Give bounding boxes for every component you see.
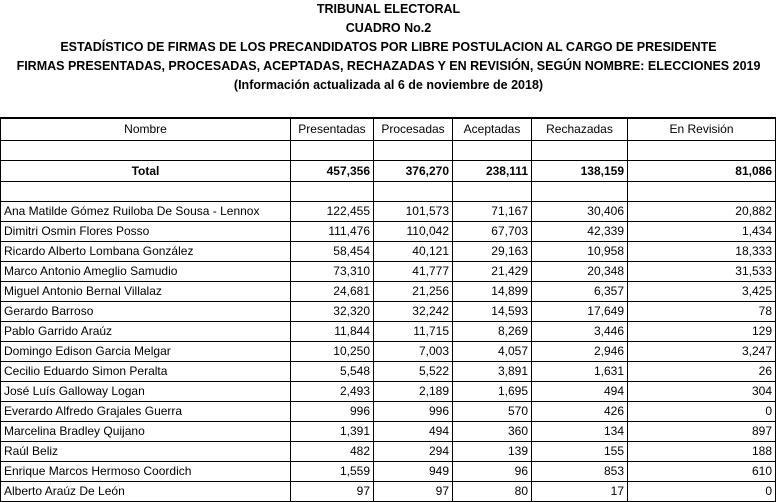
total-label: Total: [1, 161, 291, 182]
cell-en-revision: 20,882: [628, 202, 776, 222]
candidate-name: Pablo Garrido Araúz: [1, 322, 291, 342]
table-row: [1, 242, 776, 262]
table-header-row: [1, 118, 776, 141]
cell-procesadas: 7,003: [374, 342, 453, 362]
cell-en-revision: 0: [628, 402, 776, 422]
cell-presentadas: 1,391: [291, 422, 374, 442]
column-header-nombre: Nombre: [1, 118, 291, 141]
cell-aceptadas: 80: [453, 482, 532, 502]
cell-en-revision: 78: [628, 302, 776, 322]
cell-procesadas: 110,042: [374, 222, 453, 242]
cell-aceptadas: 21,429: [453, 262, 532, 282]
cell-rechazadas: 426: [532, 402, 628, 422]
header-line-1: TRIBUNAL ELECTORAL: [316, 2, 461, 16]
total-procesadas: 376,270: [374, 161, 453, 182]
candidate-name: Everardo Alfredo Grajales Guerra: [1, 402, 291, 422]
total-aceptadas: 238,111: [453, 161, 532, 182]
cell-aceptadas: 96: [453, 462, 532, 482]
candidate-name: Marco Antonio Ameglio Samudio: [1, 262, 291, 282]
column-header-en-revision: En Revisión: [628, 118, 776, 141]
candidate-name: Dimitri Osmin Flores Posso: [1, 222, 291, 242]
column-header-presentadas: Presentadas: [291, 118, 374, 141]
table-row: [1, 382, 776, 402]
candidate-name: Raúl Beliz: [1, 442, 291, 462]
candidate-name: Enrique Marcos Hermoso Coordich: [1, 462, 291, 482]
cell-procesadas: 101,573: [374, 202, 453, 222]
cell-rechazadas: 17: [532, 482, 628, 502]
cell-procesadas: 5,522: [374, 362, 453, 382]
column-header-rechazadas: Rechazadas: [532, 118, 628, 141]
signatures-table: [0, 117, 776, 502]
cell-rechazadas: 494: [532, 382, 628, 402]
cell-en-revision: 3,425: [628, 282, 776, 302]
header-line-2: CUADRO No.2: [345, 21, 432, 35]
cell-en-revision: 31,533: [628, 262, 776, 282]
candidate-name: Alberto Araúz De León: [1, 482, 291, 502]
cell-rechazadas: 3,446: [532, 322, 628, 342]
cell-procesadas: 294: [374, 442, 453, 462]
table-row: [1, 302, 776, 322]
table-row: [1, 222, 776, 242]
spacer-row: [1, 141, 776, 161]
cell-presentadas: 482: [291, 442, 374, 462]
cell-procesadas: 494: [374, 422, 453, 442]
cell-presentadas: 24,681: [291, 282, 374, 302]
header-line-5: (Información actualizada al 6 de noviembre de 2018): [233, 78, 544, 92]
candidate-name: José Luís Galloway Logan: [1, 382, 291, 402]
cell-procesadas: 2,189: [374, 382, 453, 402]
cell-en-revision: 897: [628, 422, 776, 442]
cell-rechazadas: 30,406: [532, 202, 628, 222]
cell-aceptadas: 14,899: [453, 282, 532, 302]
candidate-name: Gerardo Barroso: [1, 302, 291, 322]
cell-en-revision: 18,333: [628, 242, 776, 262]
total-presentadas: 457,356: [291, 161, 374, 182]
report-header: [0, 0, 777, 95]
cell-rechazadas: 1,631: [532, 362, 628, 382]
cell-presentadas: 11,844: [291, 322, 374, 342]
header-line-4: FIRMAS PRESENTADAS, PROCESADAS, ACEPTADAS, RECHAZADAS Y EN REVISIÓN, SEGÚN NOMBRE: ELECCIONES 2019: [16, 59, 761, 73]
table-row: [1, 442, 776, 462]
cell-presentadas: 73,310: [291, 262, 374, 282]
cell-presentadas: 10,250: [291, 342, 374, 362]
column-header-aceptadas: Aceptadas: [453, 118, 532, 141]
candidate-name: Ana Matilde Gómez Ruiloba De Sousa - Lennox: [1, 202, 291, 222]
cell-presentadas: 1,559: [291, 462, 374, 482]
candidate-name: Marcelina Bradley Quijano: [1, 422, 291, 442]
table-row: [1, 202, 776, 222]
cell-presentadas: 111,476: [291, 222, 374, 242]
cell-aceptadas: 4,057: [453, 342, 532, 362]
cell-aceptadas: 360: [453, 422, 532, 442]
candidate-name: Cecilio Eduardo Simon Peralta: [1, 362, 291, 382]
table-row: [1, 342, 776, 362]
cell-en-revision: 188: [628, 442, 776, 462]
cell-aceptadas: 14,593: [453, 302, 532, 322]
cell-rechazadas: 10,958: [532, 242, 628, 262]
total-en-revision: 81,086: [628, 161, 776, 182]
cell-en-revision: 129: [628, 322, 776, 342]
cell-aceptadas: 139: [453, 442, 532, 462]
total-rechazadas: 138,159: [532, 161, 628, 182]
cell-procesadas: 40,121: [374, 242, 453, 262]
header-line-3: ESTADÍSTICO DE FIRMAS DE LOS PRECANDIDATOS POR LIBRE POSTULACION AL CARGO DE PRESIDENTE: [60, 40, 717, 54]
column-header-procesadas: Procesadas: [374, 118, 453, 141]
cell-en-revision: 1,434: [628, 222, 776, 242]
cell-aceptadas: 29,163: [453, 242, 532, 262]
cell-procesadas: 97: [374, 482, 453, 502]
cell-rechazadas: 17,649: [532, 302, 628, 322]
cell-rechazadas: 134: [532, 422, 628, 442]
cell-rechazadas: 2,946: [532, 342, 628, 362]
cell-procesadas: 32,242: [374, 302, 453, 322]
table-row: [1, 422, 776, 442]
spacer-row: [1, 182, 776, 202]
cell-procesadas: 11,715: [374, 322, 453, 342]
cell-procesadas: 949: [374, 462, 453, 482]
table-row: [1, 462, 776, 482]
candidate-name: Miguel Antonio Bernal Villalaz: [1, 282, 291, 302]
table-row: [1, 402, 776, 422]
cell-aceptadas: 8,269: [453, 322, 532, 342]
cell-presentadas: 32,320: [291, 302, 374, 322]
cell-en-revision: 0: [628, 482, 776, 502]
cell-procesadas: 21,256: [374, 282, 453, 302]
table-row: [1, 362, 776, 382]
cell-en-revision: 3,247: [628, 342, 776, 362]
cell-rechazadas: 42,339: [532, 222, 628, 242]
table-row: [1, 322, 776, 342]
cell-aceptadas: 570: [453, 402, 532, 422]
candidate-name: Domingo Edison Garcia Melgar: [1, 342, 291, 362]
cell-procesadas: 41,777: [374, 262, 453, 282]
cell-rechazadas: 20,348: [532, 262, 628, 282]
cell-aceptadas: 71,167: [453, 202, 532, 222]
cell-presentadas: 5,548: [291, 362, 374, 382]
cell-en-revision: 26: [628, 362, 776, 382]
total-row: [1, 161, 776, 182]
cell-presentadas: 58,454: [291, 242, 374, 262]
candidate-name: Ricardo Alberto Lombana González: [1, 242, 291, 262]
cell-rechazadas: 853: [532, 462, 628, 482]
cell-aceptadas: 1,695: [453, 382, 532, 402]
cell-en-revision: 304: [628, 382, 776, 402]
cell-aceptadas: 3,891: [453, 362, 532, 382]
cell-presentadas: 97: [291, 482, 374, 502]
cell-presentadas: 2,493: [291, 382, 374, 402]
cell-rechazadas: 6,357: [532, 282, 628, 302]
cell-en-revision: 610: [628, 462, 776, 482]
table-row: [1, 282, 776, 302]
cell-presentadas: 122,455: [291, 202, 374, 222]
cell-presentadas: 996: [291, 402, 374, 422]
cell-procesadas: 996: [374, 402, 453, 422]
table-row: [1, 262, 776, 282]
cell-rechazadas: 155: [532, 442, 628, 462]
cell-aceptadas: 67,703: [453, 222, 532, 242]
